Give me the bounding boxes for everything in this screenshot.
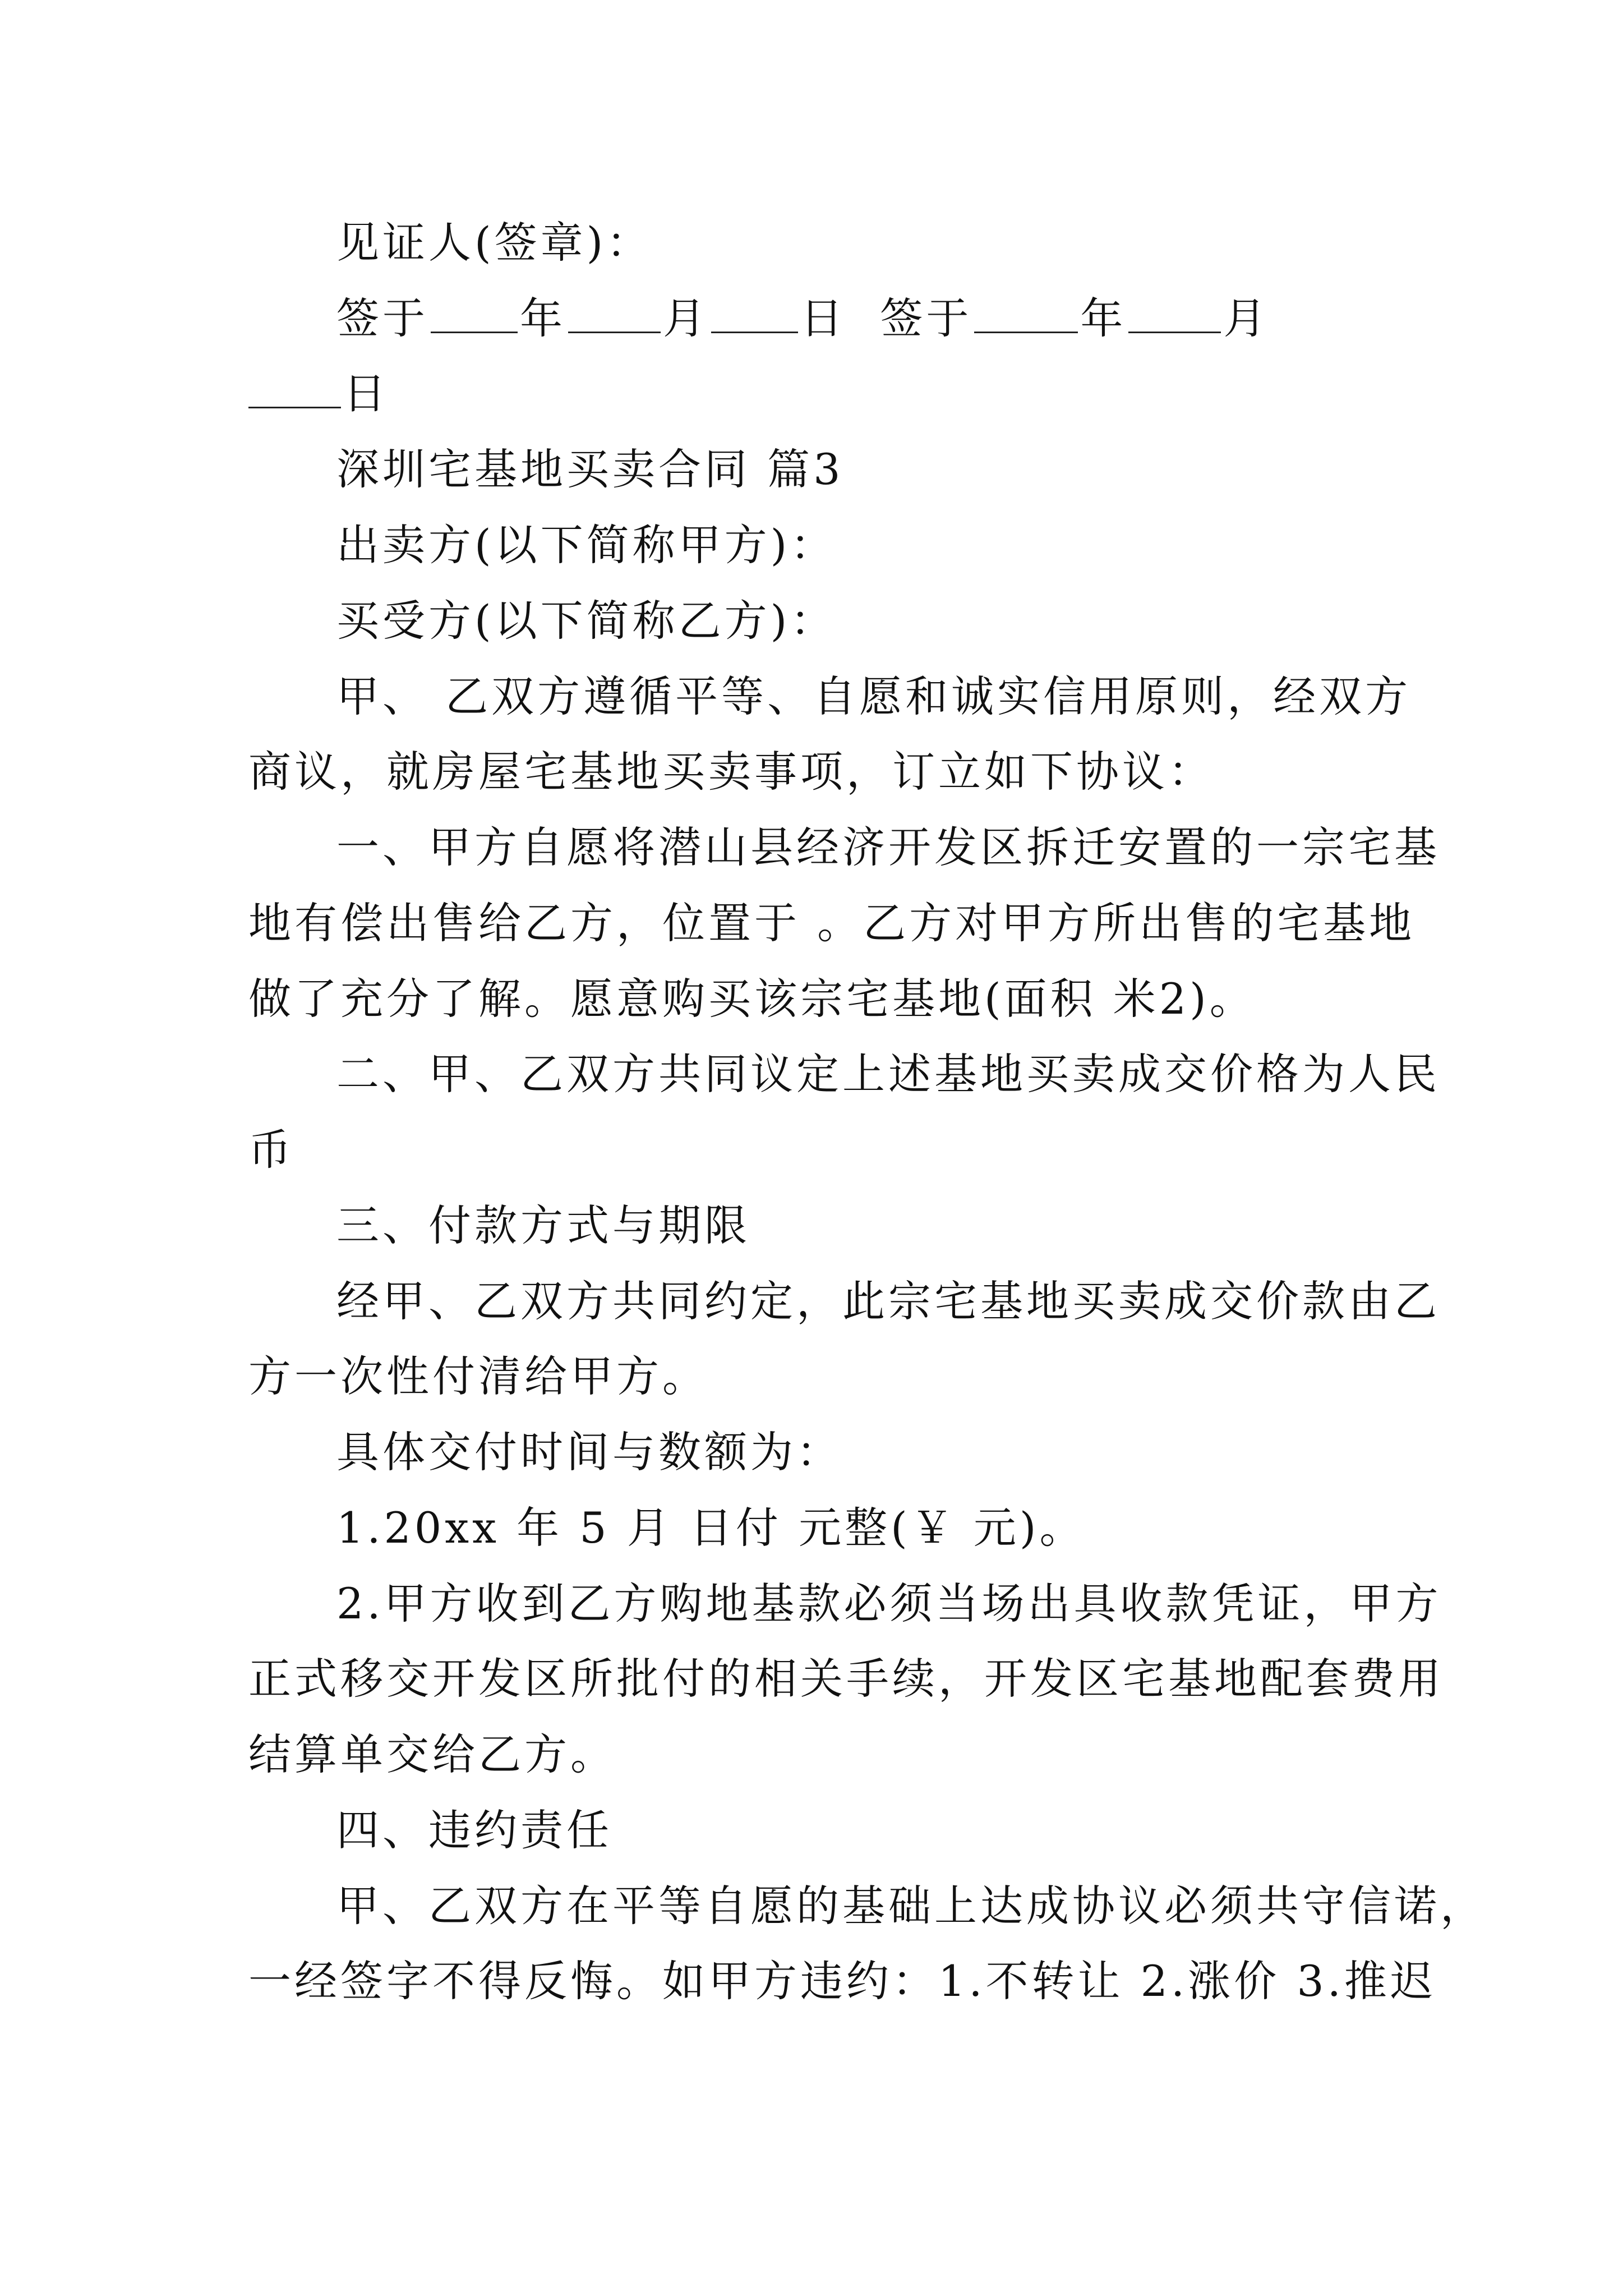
paragraph-line: 具体交付时间与数额为： (336, 1427, 842, 1477)
section-title: 三、付款方式与期限 (336, 1200, 750, 1250)
paragraph-line: 经甲、乙双方共同约定，此宗宅基地买卖成交价款由乙 (336, 1276, 1440, 1326)
paragraph-line: 一、甲方自愿将潜山县经济开发区拆迁安置的一宗宅基 (336, 822, 1440, 872)
paragraph-line: 甲、 乙双方遵循平等、自愿和诚实信用原则，经双方 (336, 671, 1412, 721)
paragraph-line: 一经签字不得反悔。如甲方违约：1.不转让 2.涨价 3.推迟 (248, 1956, 1436, 2006)
sign-text: 日 (800, 293, 846, 343)
month-blank (568, 332, 661, 333)
sign-text: 签于 (336, 293, 428, 343)
paragraph-line: 币 (248, 1125, 294, 1175)
paragraph-line: 甲、乙双方在平等自愿的基础上达成协议必须共守信诺， (336, 1881, 1486, 1931)
sign-text: 年 (520, 293, 566, 343)
paragraph-line: 1.20xx 年 5 月 日付 元整(￥ 元)。 (336, 1503, 1086, 1553)
paragraph-line: 二、甲、乙双方共同议定上述基地买卖成交价格为人民 (336, 1049, 1440, 1099)
year-blank (974, 332, 1078, 333)
paragraph-line: 商议，就房屋宅基地买卖事项，订立如下协议： (248, 747, 1214, 797)
paragraph-line: 做了充分了解。愿意购买该宗宅基地(面积 米2)。 (248, 974, 1256, 1024)
day-blank (711, 332, 798, 333)
day-blank (248, 407, 341, 408)
paragraph-line: 正式移交开发区所批付的相关手续，开发区宅基地配套费用 (248, 1654, 1444, 1704)
sign-text: 月 (663, 293, 709, 343)
signing-date-line (336, 291, 1481, 347)
signing-date-line-cont (248, 366, 1393, 422)
sign-text: 日 (343, 369, 389, 418)
witness-label: 见证人(签章)： (336, 218, 653, 268)
paragraph-line: 结算单交给乙方。 (248, 1729, 616, 1779)
contract-heading: 深圳宅基地买卖合同 篇3 (336, 444, 844, 494)
sign-text: 签于 (880, 293, 972, 343)
sign-text: 月 (1223, 293, 1270, 343)
sign-text: 年 (1080, 293, 1127, 343)
year-blank (431, 332, 518, 333)
paragraph-line: 2.甲方收到乙方购地基款必须当场出具收款凭证，甲方 (336, 1579, 1442, 1628)
seller-line: 出卖方(以下简称甲方)： (336, 520, 837, 570)
month-blank (1128, 332, 1221, 333)
section-title: 四、违约责任 (336, 1805, 612, 1855)
paragraph-line: 方一次性付清给甲方。 (248, 1351, 708, 1401)
paragraph-line: 地有偿出售给乙方，位置于 。乙方对甲方所出售的宅基地 (248, 898, 1415, 948)
buyer-line: 买受方(以下简称乙方)： (336, 596, 837, 646)
